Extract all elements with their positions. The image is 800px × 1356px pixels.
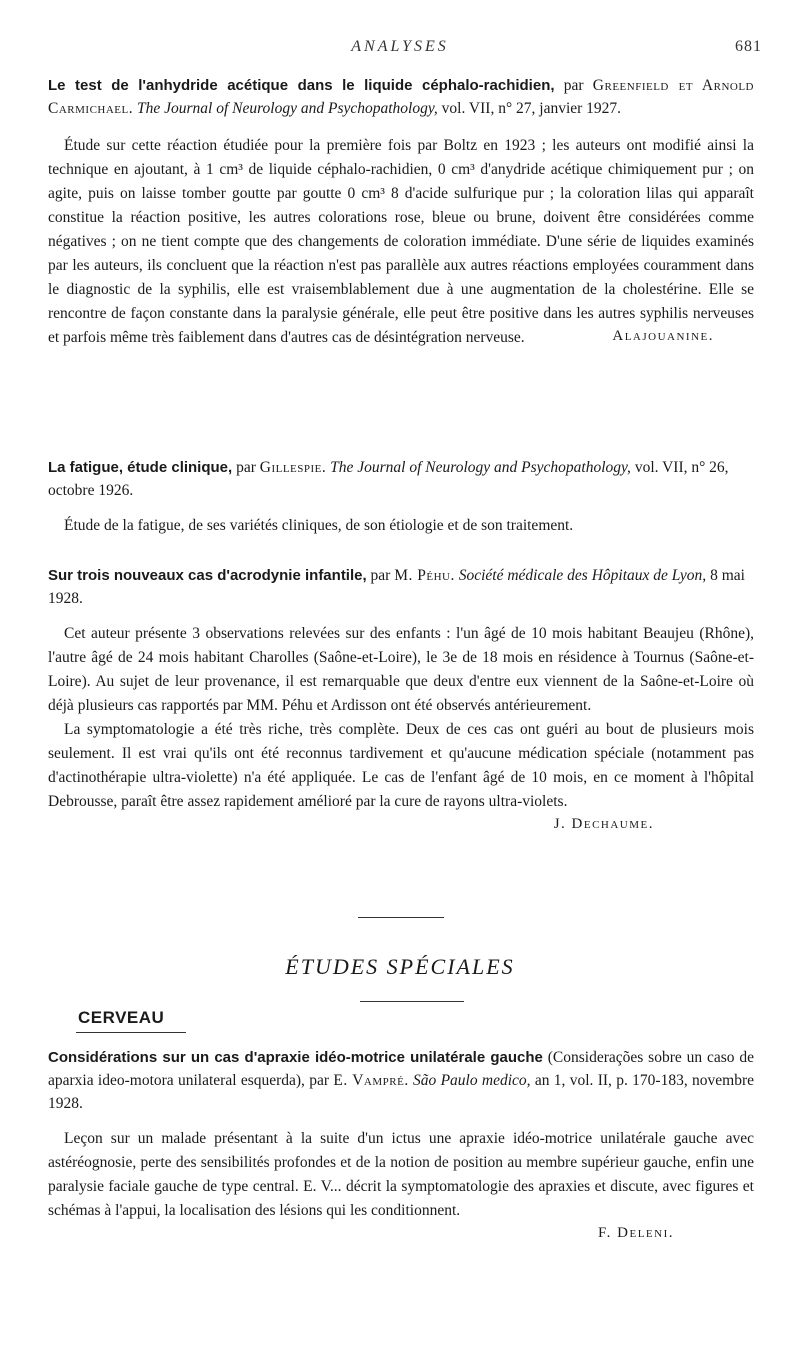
special-article-authors: E. Vampré. [333, 1072, 409, 1089]
article-1 [48, 74, 754, 345]
article-2-authors: Gillespie. [259, 459, 327, 476]
special-article-paragraph: Leçon sur un malade présentant à la suite d'un ictus une apraxie idéo-motrice unilatérale gauche avec astéréognosie, perte des sensibilités profondes et de la notion de position au membre supérieur gauche, enfin une paralysie faciale gauche de type central. E. V... décrit la symptomatologie des apraxies et discute, avec figures et schémas à l'appui, la localisation des lésions qui les conditionnent. [48, 1130, 754, 1219]
special-article-byline-prefix: par [309, 1072, 330, 1089]
article-2 [48, 456, 754, 538]
article-3-journal: Société médicale des Hôpitaux de Lyon, [458, 567, 707, 584]
article-1-title: Le test de l'anhydride acétique dans le liquide céphalo-rachidien, [48, 77, 555, 94]
page-number: 681 [735, 38, 762, 55]
article-3-signature: J. Dechaume. [553, 816, 654, 832]
section-title: ÉTUDES SPÉCIALES [285, 954, 515, 979]
article-3-authors: M. Péhu. [394, 567, 455, 584]
article-1-byline-prefix: par [563, 77, 584, 94]
special-article-signature: F. Deleni. [598, 1225, 674, 1241]
article-2-paragraph: Étude de la fatigue, de ses variétés cliniques, de son étiologie et de son traitement. [64, 517, 574, 534]
article-2-heading [48, 456, 754, 502]
article-1-heading [48, 74, 754, 120]
subsection-title: CERVEAU [78, 1008, 165, 1027]
article-1-signature: Alajouanine. [612, 328, 714, 344]
subsection-underline [76, 1032, 186, 1033]
article-3-heading [48, 564, 754, 610]
special-article [48, 1046, 754, 1242]
article-2-reference: vol. VII, n° 26, octobre 1926. [48, 459, 729, 499]
article-3-byline-prefix: par [370, 567, 391, 584]
section-rule-top [358, 917, 444, 918]
special-article-reference: an 1, vol. II, p. 170-183, novembre 1928. [48, 1072, 754, 1112]
article-2-journal: The Journal of Neurology and Psychopathology, [330, 459, 631, 476]
article-3 [48, 564, 754, 833]
special-article-translation: (Considerações sobre un caso de aparxia ideo-motora unilateral esquerda), [48, 1049, 755, 1089]
article-1-journal: The Journal of Neurology and Psychopathology, [136, 100, 438, 117]
article-3-reference: 8 mai 1928. [48, 567, 745, 607]
section-rule-bottom [360, 1001, 464, 1002]
special-article-heading [48, 1046, 754, 1115]
article-3-paragraph-1: Cet auteur présente 3 observations relevées sur des enfants : l'un âgé de 10 mois habitant Beaujeu (Rhône), l'autre âgé de 24 mois habitant Charolles (Saône-et-Loire), le 3e de 18 mois en résidence à Tournus (Saône-et-Loire). Au sujet de leur provenance, il est remarquable que deux d'entre eux viennent de la Saône-et-Loire où déjà plusieurs cas rapportés par MM. Péhu et Ardisson ont été observés antérieurement. [48, 625, 754, 714]
special-article-journal: São Paulo medico, [413, 1072, 531, 1089]
special-article-title: Considérations sur un cas d'apraxie idéo-motrice unilatérale gauche [48, 1049, 543, 1066]
running-head-title: ANALYSES [351, 38, 449, 55]
article-2-byline-prefix: par [236, 459, 256, 476]
article-1-paragraph: Étude sur cette réaction étudiée pour la première fois par Boltz en 1923 ; les auteurs ont modifié ainsi la technique en ajoutant, à 1 cm³ de liquide céphalo-rachidien, 0 cm³ d'anydride acétique chimiquement pur ; on agite, puis on laisse tomber goutte par goutte 0 cm³ 8 d'acide sulfurique pur ; la coloration lilas qui apparaît constitue la réaction positive, les autres colorations rose, bleue ou brune, doivent être considérées comme négatives ; on ne tient compte que des changements de coloration immédiate. D'une série de liquides examinés par les auteurs, ils concluent que la réaction n'est pas parallèle aux autres réactions employées couramment dans le diagnostic de la syphilis, elle est vraisemblablement due à une augmentation de la cholestérine. Elle se rencontre de façon constante dans la paralysie générale, elle peut être positive dans les autres syphilis nerveuses et parfois même très faiblement dans d'autres cas de désintégration nerveuse. [48, 137, 754, 346]
article-3-title: Sur trois nouveaux cas d'acrodynie infantile, [48, 567, 367, 584]
running-head [0, 38, 800, 60]
article-3-paragraph-2: La symptomatologie a été très riche, très complète. Deux de ces cas ont guéri au bout de plusieurs mois seulement. Il est vrai qu'ils ont été reconnus tardivement et qu'aucune médication spéciale (notamment pas d'actinothérapie ultra-violette) n'a été appliquée. Le cas de l'enfant âgé de 10 mois, en ce moment à l'hôpital Debrousse, paraît être assez rapidement amélioré par la cure de rayons ultra-violets. [48, 721, 754, 810]
article-1-authors: Greenfield et Arnold Carmichael. [48, 77, 754, 117]
article-1-reference: vol. VII, n° 27, janvier 1927. [441, 100, 622, 117]
article-2-title: La fatigue, étude clinique, [48, 459, 233, 476]
